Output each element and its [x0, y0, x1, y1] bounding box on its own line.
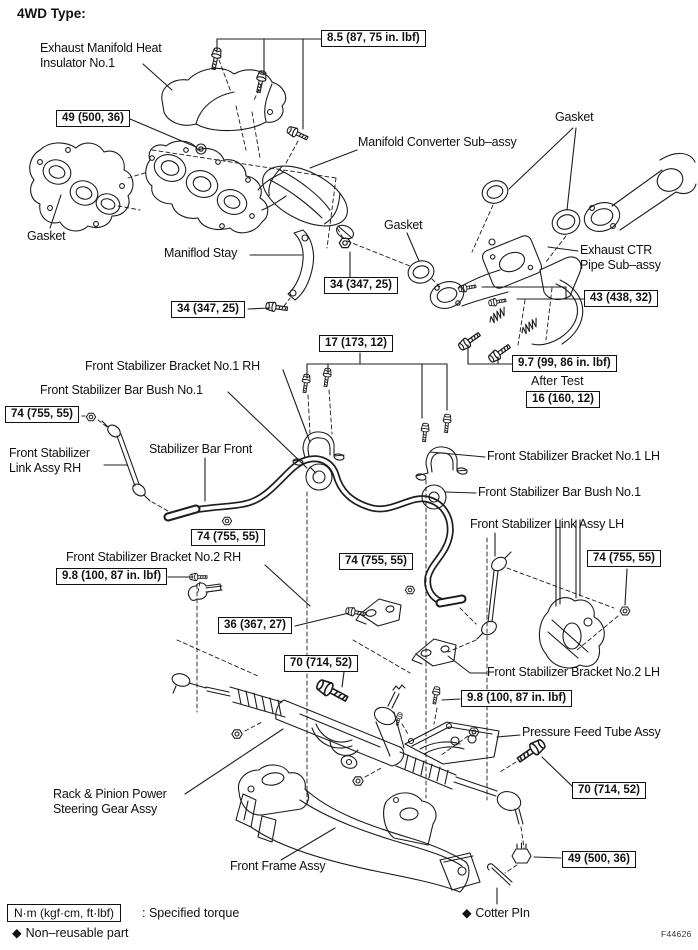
label-link-assy-rh-line1: Front Stabilizer [9, 446, 90, 460]
torque-box-link-nut-right: 74 (755, 55) [587, 550, 661, 567]
diamond-icon: ◆ [12, 926, 22, 940]
pressure-feed-tube-art [405, 722, 499, 764]
torque-box-manifold-nut: 49 (500, 36) [56, 110, 130, 127]
label-cotter-pin-text: Cotter PIn [475, 906, 530, 920]
torque-box-after-test: 16 (160, 12) [526, 391, 600, 408]
exhaust-ctr-pipe-art [427, 234, 583, 345]
assembly-dashed-lines [98, 60, 618, 873]
torque-box-tie-rod-end-nut: 49 (500, 36) [562, 851, 636, 868]
heat-insulator-art [162, 68, 286, 130]
label-bar-bush-no1-right: Front Stabilizer Bar Bush No.1 [478, 485, 641, 499]
stabilizer-link-rh-art [102, 421, 150, 501]
legend-non-reusable-text: Non–reusable part [25, 926, 129, 940]
stabilizer-bracket-no2-rh-art [356, 599, 401, 626]
label-cotter-pin [462, 906, 530, 921]
page-title: 4WD Type: [17, 6, 86, 21]
label-exhaust-ctr-pipe-line2: Pipe Sub–assy [580, 258, 661, 272]
torque-box-stay-bolt: 34 (347, 25) [171, 301, 245, 318]
label-link-assy-lh: Front Stabilizer Link Assy LH [470, 517, 624, 531]
torque-box-link-nut-mid-left: 74 (755, 55) [191, 529, 265, 546]
manifold-converter-art [253, 154, 357, 242]
after-test-note: After Test [531, 374, 584, 388]
legend-non-reusable [12, 926, 128, 941]
label-bracket-no1-lh: Front Stabilizer Bracket No.1 LH [487, 449, 660, 463]
stabilizer-bush-no1-rh-art [306, 464, 332, 490]
label-rack-pinion-line2: Steering Gear Assy [53, 802, 158, 816]
exhaust-front-pipe-art [581, 153, 696, 235]
legend-specified-torque: : Specified torque [142, 906, 240, 920]
label-bracket-no2-lh: Front Stabilizer Bracket No.2 LH [487, 665, 660, 679]
torque-box-ctr-pipe-bolts: 43 (438, 32) [584, 290, 658, 307]
label-gasket-middle: Gasket [384, 218, 423, 232]
label-heat-insulator-line2: Insulator No.1 [40, 56, 116, 70]
exhaust-manifold-art [146, 141, 268, 233]
label-front-frame: Front Frame Assy [230, 859, 326, 873]
torque-box-stay-nut: 34 (347, 25) [324, 277, 398, 294]
gasket-left-art [30, 143, 133, 231]
label-bracket-no2-rh: Front Stabilizer Bracket No.2 RH [66, 550, 241, 564]
gasket-middle-art [406, 258, 437, 286]
torque-box-heat-insulator: 8.5 (87, 75 in. lbf) [321, 30, 426, 47]
stabilizer-bracket-no1-lh-art [416, 447, 468, 481]
label-link-assy-rh [9, 446, 90, 476]
torque-box-gear-bracket: 36 (367, 27) [218, 617, 292, 634]
torque-box-gear-bolt-center: 70 (714, 52) [284, 655, 358, 672]
label-rack-pinion-line1: Rack & Pinion Power [53, 787, 167, 801]
label-link-assy-rh-line2: Link Assy RH [9, 461, 81, 475]
label-bar-bush-no1-left: Front Stabilizer Bar Bush No.1 [40, 383, 203, 397]
torque-box-link-nut-top-left: 74 (755, 55) [5, 406, 79, 423]
legend-torque-unit-box: N·m (kgf·cm, ft·lbf) [7, 904, 121, 922]
torque-box-link-nut-center: 74 (755, 55) [339, 553, 413, 570]
label-manifold-converter: Manifold Converter Sub–assy [358, 135, 517, 149]
torque-box-bracket-no2-lh: 9.8 (100, 87 in. lbf) [461, 690, 572, 707]
leader-lines [50, 39, 627, 904]
stabilizer-link-lh-art [477, 552, 511, 639]
torque-box-spring-bolts: 9.7 (99, 86 in. lbf) [512, 355, 617, 372]
label-exhaust-ctr-pipe [580, 243, 661, 273]
strut-knuckle-lh-art [539, 520, 604, 668]
label-rack-pinion [53, 787, 167, 817]
manifold-stay-art [288, 230, 314, 300]
castle-nut-cotter-pin-art [488, 843, 531, 885]
label-bracket-no1-rh: Front Stabilizer Bracket No.1 RH [85, 359, 260, 373]
label-stabilizer-bar-front: Stabilizer Bar Front [149, 442, 252, 456]
torque-box-gear-bolt-right: 70 (714, 52) [572, 782, 646, 799]
label-heat-insulator [40, 41, 162, 71]
label-pressure-feed-tube: Pressure Feed Tube Assy [522, 725, 661, 739]
label-maniflod-stay: Maniflod Stay [164, 246, 238, 260]
stabilizer-clamp-small-art [188, 583, 222, 600]
torque-box-bracket-no1: 17 (173, 12) [319, 335, 393, 352]
diamond-icon: ◆ [462, 906, 472, 920]
label-gasket-left: Gasket [27, 229, 66, 243]
label-gasket-top-right: Gasket [555, 110, 594, 124]
label-exhaust-ctr-pipe-line1: Exhaust CTR [580, 243, 653, 257]
label-heat-insulator-line1: Exhaust Manifold Heat [40, 41, 162, 55]
stabilizer-bracket-no2-lh-art [412, 639, 456, 666]
torque-box-bracket-no2-rh: 9.8 (100, 87 in. lbf) [56, 568, 167, 585]
figure-code: F44626 [661, 929, 692, 939]
